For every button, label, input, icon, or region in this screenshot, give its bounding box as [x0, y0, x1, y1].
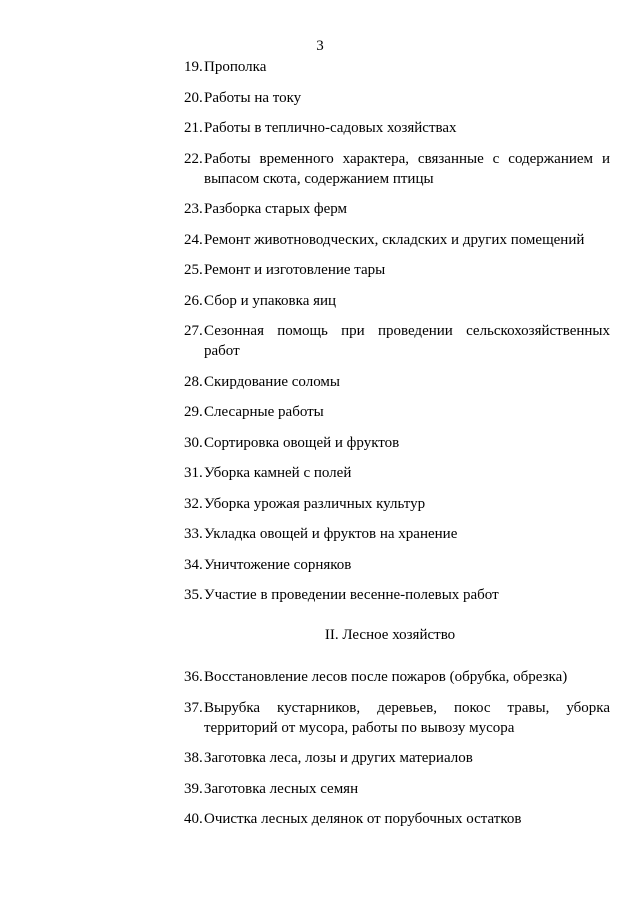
list-item [184, 57, 610, 77]
list-item [184, 433, 610, 453]
item-text: Участие в проведении весенне-полевых работ [204, 587, 499, 603]
list-item [184, 149, 610, 189]
list-item [184, 555, 610, 575]
list-item [184, 667, 610, 687]
list-item [184, 372, 610, 392]
item-number: 40. [184, 811, 203, 827]
item-text: Работы на току [204, 89, 302, 106]
item-number: 27. [184, 323, 203, 339]
list-item [184, 698, 610, 738]
item-text: Работы в теплично-садовых хозяйствах [204, 120, 457, 136]
page-number: 3 [316, 38, 324, 54]
list-item [184, 524, 610, 544]
item-text: Заготовка лесных семян [204, 780, 359, 797]
item-number: 30. [184, 434, 203, 451]
list-item [184, 230, 610, 250]
item-number: 35. [184, 587, 203, 603]
item-text: Ремонт и изготовление тары [204, 262, 386, 278]
section-heading: II. Лесное хозяйство [324, 627, 456, 643]
item-number: 33. [184, 526, 203, 542]
list-item [184, 748, 610, 768]
item-number: 26. [184, 292, 203, 309]
item-text: Уборка урожая различных культур [204, 495, 426, 512]
item-text: Заготовка леса, лозы и других материалов [204, 750, 473, 766]
work-list [184, 57, 610, 840]
item-number: 23. [184, 201, 203, 217]
item-number: 34. [184, 556, 203, 573]
list-item [184, 260, 610, 280]
item-text: Слесарные работы [204, 404, 324, 420]
item-number: 38. [184, 750, 203, 766]
list-item [184, 463, 610, 483]
list-item [184, 291, 610, 311]
item-number: 28. [184, 373, 203, 390]
list-item [184, 321, 610, 361]
item-text: Уборка камней с полей [204, 465, 352, 481]
list-item [184, 779, 610, 799]
item-text: Сезонная помощь при проведении сельскохозяйственных работ [204, 323, 610, 359]
list-item [184, 585, 610, 605]
list-item [184, 199, 610, 219]
item-text: Вырубка кустарников, деревьев, покос травы, уборка территорий от мусора, работы по вывозу мусора [204, 699, 610, 736]
item-number: 31. [184, 465, 203, 481]
item-text: Скирдование соломы [204, 373, 340, 390]
item-number: 21. [184, 120, 203, 136]
item-text: Укладка овощей и фруктов на хранение [204, 526, 458, 542]
item-number: 20. [184, 89, 203, 106]
item-text: Восстановление лесов после пожаров (обрубка, обрезка) [204, 669, 568, 685]
list-item [184, 494, 610, 514]
item-text: Работы временного характера, связанные с содержанием и выпасом скота, содержанием птицы [204, 150, 610, 187]
item-text: Прополка [204, 59, 267, 75]
item-text: Сбор и упаковка яиц [204, 292, 337, 309]
list-item [184, 118, 610, 138]
item-number: 22. [184, 150, 203, 167]
item-number: 19. [184, 59, 203, 75]
item-text: Очистка лесных делянок от порубочных остатков [204, 811, 522, 827]
item-text: Ремонт животноводческих, складских и других помещений [204, 231, 585, 248]
item-number: 29. [184, 404, 203, 420]
list-item [184, 402, 610, 422]
item-text: Уничтожение сорняков [204, 556, 352, 573]
item-text: Сортировка овощей и фруктов [204, 434, 400, 451]
item-number: 24. [184, 231, 203, 248]
item-number: 25. [184, 262, 203, 278]
list-item [184, 809, 610, 829]
item-number: 36. [184, 669, 203, 685]
item-number: 32. [184, 495, 203, 512]
item-number: 37. [184, 699, 203, 716]
item-text: Разборка старых ферм [204, 201, 348, 217]
list-item [184, 88, 610, 108]
item-number: 39. [184, 780, 203, 797]
